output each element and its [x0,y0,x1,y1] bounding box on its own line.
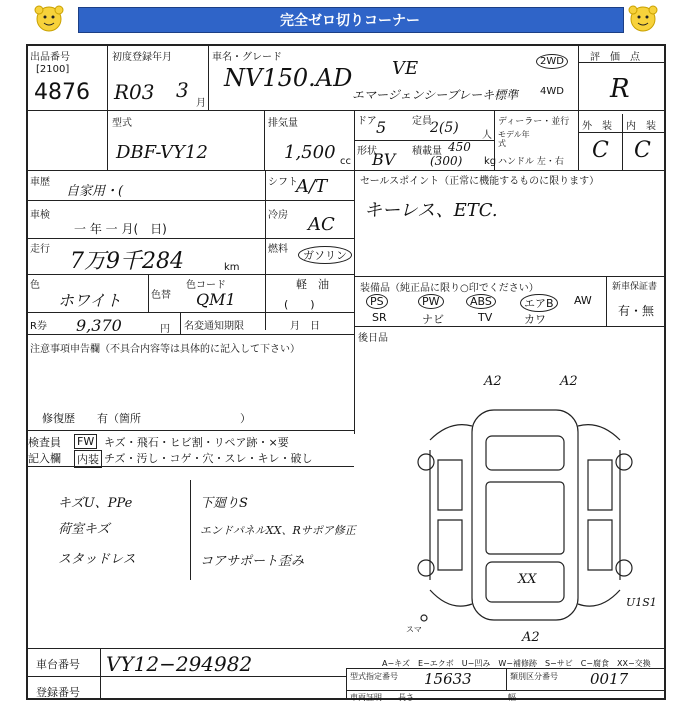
history-label: 車歴 [30,177,50,188]
notes-label: 注意事項申告欄（不具合内容等は具体的に記入して下さい） [30,344,300,355]
equip-leather: カワ [524,313,546,326]
car-name: NV150.AD [224,64,353,92]
aircon-value: AC [308,214,335,235]
diagram-side: U1S1 [626,596,657,609]
equip-navi: ナビ [422,313,444,326]
load-sub: (300) [430,154,463,168]
eval-label: 評 価 点 [590,52,640,63]
lot-number: 4876 [34,80,90,105]
fuel-other: ( ) [284,298,315,311]
model-value: DBF-VY12 [116,142,208,163]
checker-label-2: 記入欄 [28,452,61,465]
inspection-label: 車検 [30,210,50,221]
remark-right-3: コアサポート歪み [200,554,305,569]
model-class-value: 15633 [424,670,472,688]
car-grade: VE [392,58,419,79]
remark-right-1: 下廻りS [200,496,248,511]
shape-label: 形状 [357,146,377,157]
engine-label: 排気量 [268,118,298,129]
new-warranty-value: 有・無 [618,304,655,318]
mileage-label: 走行 [30,244,50,255]
dealer-label: ディーラー・並行 [498,117,570,127]
doors-value: 5 [376,118,387,137]
first-reg-year: R03 [114,80,155,104]
repair-history: 修復歴 有（箇所 ） [42,412,251,425]
mileage-value: 7万9千284 [70,249,184,274]
equip-ps: PS [366,294,388,309]
recycle-unit: 円 [160,324,170,335]
color-change-label: 色替 [151,290,171,301]
rear-seat-label: 後日品 [358,333,388,344]
diagram-smart: スマ [406,625,422,634]
interior-label: 内 装 [626,121,656,132]
checker-fw-items: キズ・飛石・ヒビ割・リペア跡・×要 [104,436,289,449]
exterior-label: 外 装 [582,121,612,132]
handle-label: ハンドル 左・右 [498,157,564,167]
drive-2wd-label: 2WD [540,56,564,67]
chassis-label: 車台番号 [36,658,80,671]
model-class-value2: 0017 [590,670,629,688]
remark-left-3: スタッドレス [58,552,136,567]
capacity-label: 定員 [412,116,432,127]
new-warranty-label: 新車保証書 [612,282,658,292]
mascot-left [32,4,66,34]
color-value: ホワイト [58,291,122,310]
remark-right-2: エンドパネルXX、Rサポア修正 [200,524,356,537]
shift-label: シフト [268,177,298,188]
first-reg-month: 3 [176,78,189,102]
recycle-value: 9,370 [76,316,122,335]
header-banner [14,4,686,34]
name-change-value: 月 日 [290,321,320,332]
engine-value: 1,500 [284,142,336,163]
dimensions-length-label: 長さ [398,693,414,702]
color-code-label: 色コード [186,280,226,291]
diagram-center: XX [518,572,537,587]
inspection-value: 一 年 一 月( 日) [74,222,167,236]
load-unit: kg [484,156,497,167]
color-code: QM1 [196,290,236,309]
fuel-diesel: 軽 油 [296,278,329,291]
car-grade-sub: エマージェンシーブレーキ標準 [352,88,519,102]
model-class-sub: 類別区分番号 [510,672,558,681]
name-change-label: 名変通知期限 [184,321,244,332]
sales-point-value: キーレス、ETC. [364,200,498,221]
remark-left-2: 荷室キズ [58,522,110,537]
model-class-label: 型式指定番号 [350,672,398,681]
dimensions-label: 車両証明 [350,693,382,702]
diagram-bottom: A2 [522,630,540,645]
equip-aw: AW [574,294,592,307]
checker-int-items: チズ・汚し・コゲ・穴・スレ・キレ・破し [104,452,313,465]
mileage-unit: km [224,262,240,273]
equip-tv: TV [478,311,493,324]
damage-legend: A−キズ E−エクボ U−凹み W−補修跡 S−サビ C−腐食 XX−交換 [382,659,651,668]
first-reg-label: 初度登録年月 [112,52,172,63]
diagram-top-left: A2 [484,374,502,389]
interior-value: C [634,138,651,163]
fuel-label: 燃料 [268,244,288,255]
shape-value: BV [372,150,396,169]
doors-label: ドア [357,116,377,127]
checker-label-1: 検査員 [28,436,61,449]
equipment-label: 装備品（純正品に限り○印でください） [360,283,539,294]
lot-label: 出品番号 [30,52,70,63]
aircon-label: 冷房 [268,210,288,221]
chassis-value: VY12−294982 [106,652,253,676]
car-label: 車名・グレード [212,52,282,63]
shift-value: A/T [296,176,328,197]
history-value: 自家用・( [66,184,124,199]
fuel-gasoline [298,246,352,264]
recycle-label: R券 [30,321,47,332]
car-diagram [406,374,657,645]
model-label: 型式 [112,118,132,129]
diagram-top-right: A2 [560,374,578,389]
engine-unit: cc [340,156,351,167]
lot-code: [2100] [36,64,70,75]
color-label: 色 [30,280,40,291]
first-reg-month-unit: 月 [196,98,206,109]
drive-2wd [536,54,568,69]
eval-value: R [610,74,630,104]
banner-title: 完全ゼロ切りコーナー [280,13,420,29]
capacity-value: 2(5) [430,120,459,136]
dimensions-width-label: 幅 [508,693,516,702]
checker-int-label: 内装 [74,450,102,468]
equip-abs: ABS [466,294,496,309]
equip-pw: PW [418,294,444,309]
remark-left-1: キズU、PPe [58,496,133,511]
capacity-unit: 人 [482,130,492,141]
drive-4wd: 4WD [540,86,564,97]
fuel-gasoline-label: ガソリン [303,249,347,262]
reg-number-label: 登録番号 [36,686,80,699]
mascot-right [626,4,660,34]
load-label: 積載量 [412,146,442,157]
checker-fw-label: FW [74,434,97,449]
load-value: 450 [448,140,471,154]
model-year-label: モデル年式 [498,130,530,148]
equip-sr: SR [372,311,387,324]
sales-point-label: セールスポイント（正常に機能するものに限ります） [360,176,600,187]
exterior-value: C [592,138,609,163]
equip-airbag: エアB [520,294,558,312]
